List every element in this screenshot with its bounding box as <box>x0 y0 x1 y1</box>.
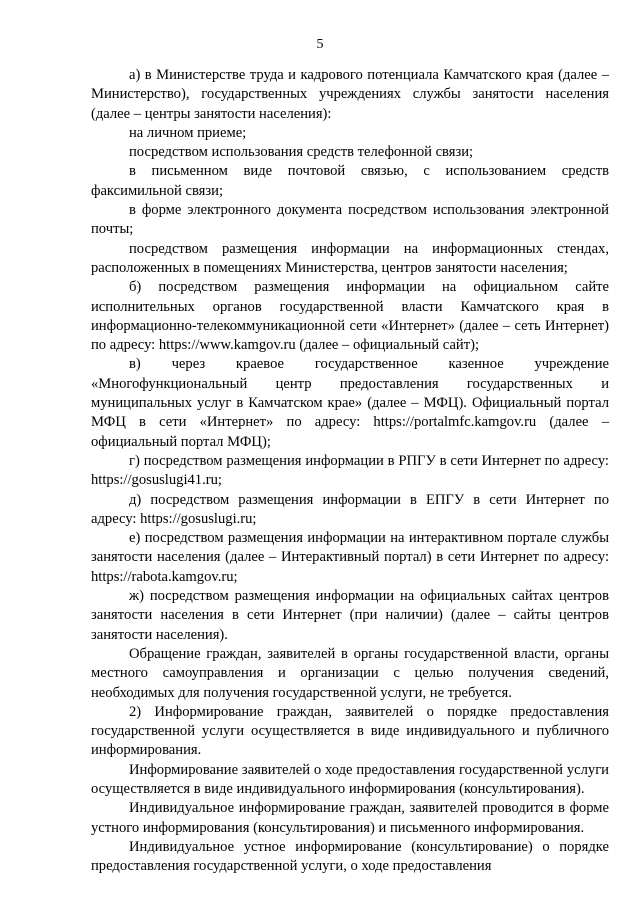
paragraph-g-rpgu: г) посредством размещения информации в РПГУ в сети Интернет по адресу: https://gosuslugi41.ru; <box>91 452 609 489</box>
paragraph-postal-fax: в письменном виде почтовой связью, с использованием средств факсимильной связи; <box>91 163 609 199</box>
document-body <box>91 66 609 876</box>
paragraph-no-request-needed: Обращение граждан, заявителей в органы государственной власти, органы местного самоуправления и организации с целью получения сведений, необходимых для получения государственной услуги, не требуется. <box>91 645 609 701</box>
paragraph-a-ministry: а) в Министерстве труда и кадрового потенциала Камчатского края (далее – Министерство), государственных учреждениях службы занятости населения (далее – центры занятости населения): <box>91 67 609 122</box>
paragraph-2-informing: 2) Информирование граждан, заявителей о порядке предоставления государственной услуги осуществляется в виде индивидуального и публичного информирования. <box>91 703 609 759</box>
paragraph-oral-informing: Индивидуальное устное информирование (консультирование) о порядке предоставления государственной услуги, о ходе предоставления <box>91 838 609 875</box>
paragraph-telephone: посредством использования средств телефонной связи; <box>129 144 474 161</box>
paragraph-personal-reception: на личном приеме; <box>129 124 247 141</box>
page-number: 5 <box>316 37 324 52</box>
paragraph-b-official-site: б) посредством размещения информации на официальном сайте исполнительных органов государственной власти Камчатского края в информационно-телекоммуникационной сети «Интернет» (далее – сеть Интернет) по адресу: https://www.kamgov.ru (далее – официальный сайт); <box>91 279 609 354</box>
paragraph-info-stands: посредством размещения информации на информационных стендах, расположенных в помещениях Министерства, центров занятости населения; <box>91 240 609 276</box>
paragraph-zh-center-sites: ж) посредством размещения информации на официальных сайтах центров занятости населения в сети Интернет (при наличии) (далее – сайты центров занятости населения). <box>91 588 609 643</box>
paragraph-d-epgu: д) посредством размещения информации в ЕПГУ в сети Интернет по адресу: https://gosuslugi.ru; <box>91 491 609 527</box>
paragraph-v-mfc: в) через краевое государственное казенное учреждение «Многофункциональный центр предоставления государственных и муниципальных услуг в Камчатском крае» (далее – МФЦ). Официальный портал МФЦ в сети «Интернет» по адресу: https://portalmfc.kamgov.ru (далее – официальный портал МФЦ); <box>91 356 609 450</box>
paragraph-progress-informing: Информирование заявителей о ходе предоставления государственной услуги осуществляется в виде индивидуального информирования (консультирования). <box>91 761 609 797</box>
paragraph-e-interactive-portal: е) посредством размещения информации на интерактивном портале службы занятости населения (далее – Интерактивный портал) в сети Интернет по адресу: https://rabota.kamgov.ru; <box>91 530 609 585</box>
paragraph-email: в форме электронного документа посредством использования электронной почты; <box>91 202 609 238</box>
paragraph-individual-informing: Индивидуальное информирование граждан, заявителей проводится в форме устного информирования (консультирования) и письменного информирования. <box>91 800 609 836</box>
